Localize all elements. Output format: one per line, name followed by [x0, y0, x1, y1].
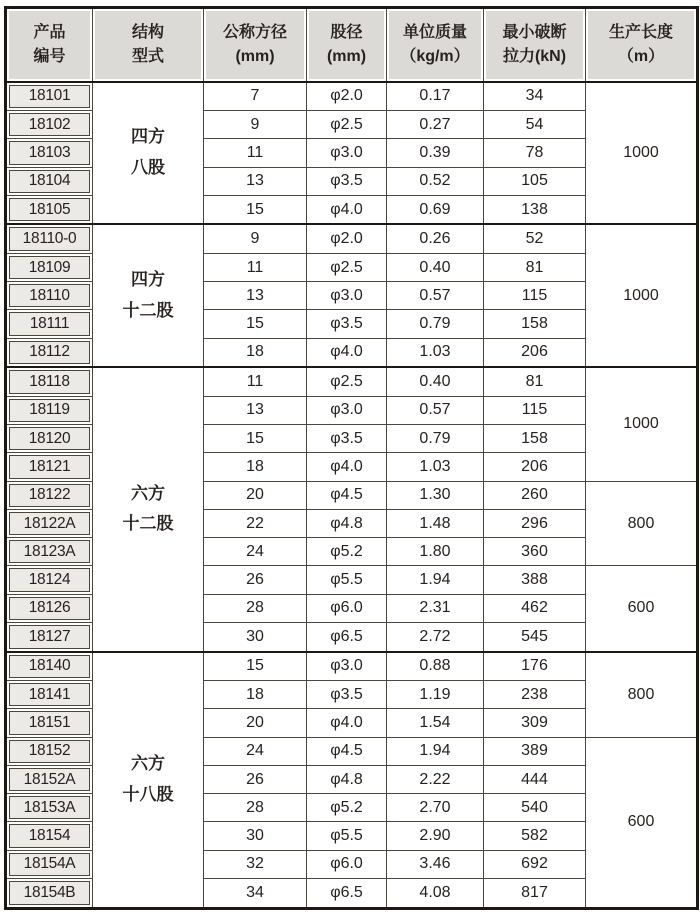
cell-nominal: 32	[204, 850, 307, 878]
column-header-line: （kg/m）	[400, 47, 470, 65]
table-row	[6, 652, 698, 681]
cell-product-code	[6, 224, 93, 253]
cell-nominal: 15	[204, 310, 307, 338]
structure-type-line: 六方	[131, 754, 165, 774]
cell-strand: φ3.5	[307, 310, 387, 338]
cell-mass: 1.03	[387, 453, 484, 481]
structure-type-line: 十八股	[122, 784, 174, 804]
cell-nominal: 28	[204, 794, 307, 822]
cell-force: 545	[484, 623, 586, 652]
cell-strand: φ2.5	[307, 253, 387, 281]
cell-mass: 0.17	[387, 82, 484, 111]
cell-product-code	[6, 453, 93, 481]
cell-mass: 1.94	[387, 566, 484, 594]
cell-force: 817	[484, 879, 586, 909]
cell-nominal: 26	[204, 765, 307, 793]
cell-product-code	[6, 850, 93, 878]
cell-mass: 2.22	[387, 765, 484, 793]
header-row	[6, 8, 698, 82]
cell-production-length: 1000	[586, 82, 698, 225]
cell-force: 444	[484, 765, 586, 793]
product-code-box: 18102	[9, 113, 90, 136]
column-header-line: (mm)	[326, 47, 367, 65]
cell-force: 105	[484, 167, 586, 195]
cell-nominal: 20	[204, 709, 307, 737]
column-header-force	[484, 8, 586, 82]
cell-strand: φ5.5	[307, 566, 387, 594]
cell-mass: 3.46	[387, 850, 484, 878]
cell-product-code	[6, 367, 93, 396]
product-code-box: 18154	[9, 824, 90, 847]
cell-mass: 0.88	[387, 652, 484, 681]
cell-force: 54	[484, 111, 586, 139]
cell-product-code	[6, 594, 93, 622]
cell-mass: 0.27	[387, 111, 484, 139]
cell-product-code	[6, 538, 93, 566]
column-header-line: 结构	[131, 23, 164, 41]
structure-type-line: 六方	[131, 483, 165, 503]
cell-mass: 0.26	[387, 224, 484, 253]
cell-force: 462	[484, 594, 586, 622]
cell-production-length: 800	[586, 481, 698, 566]
cell-strand: φ6.0	[307, 850, 387, 878]
cell-production-length: 800	[586, 652, 698, 738]
cell-strand: φ4.0	[307, 453, 387, 481]
cell-strand: φ2.0	[307, 82, 387, 111]
cell-mass: 0.40	[387, 253, 484, 281]
cell-strand: φ4.5	[307, 737, 387, 765]
cell-nominal: 11	[204, 367, 307, 396]
cell-nominal: 13	[204, 167, 307, 195]
structure-type-line: 四方	[131, 270, 165, 290]
cell-nominal: 30	[204, 822, 307, 850]
cell-force: 52	[484, 224, 586, 253]
product-code-box: 18119	[9, 399, 90, 422]
cell-nominal: 11	[204, 253, 307, 281]
column-header-line: （m）	[617, 47, 665, 65]
cell-strand: φ2.5	[307, 367, 387, 396]
cell-force: 115	[484, 396, 586, 424]
cell-strand: φ3.0	[307, 139, 387, 167]
cell-nominal: 15	[204, 652, 307, 681]
cell-force: 81	[484, 253, 586, 281]
cell-mass: 4.08	[387, 879, 484, 909]
cell-product-code	[6, 737, 93, 765]
product-code-box: 18127	[9, 625, 90, 649]
cell-product-code	[6, 282, 93, 310]
cell-nominal: 30	[204, 623, 307, 652]
cell-structure-type	[93, 224, 204, 367]
cell-nominal: 18	[204, 453, 307, 481]
cell-force: 388	[484, 566, 586, 594]
column-header-line: 单位质量	[402, 23, 467, 41]
cell-force: 78	[484, 139, 586, 167]
cell-product-code	[6, 139, 93, 167]
cell-mass: 0.79	[387, 425, 484, 453]
cell-mass: 0.40	[387, 367, 484, 396]
cell-product-code	[6, 794, 93, 822]
cell-mass: 1.94	[387, 737, 484, 765]
structure-type-line: 十二股	[122, 300, 174, 320]
cell-structure-type	[93, 82, 204, 225]
cell-product-code	[6, 879, 93, 909]
cell-strand: φ3.5	[307, 425, 387, 453]
column-header-line: 股径	[330, 23, 363, 41]
cell-nominal: 22	[204, 509, 307, 537]
cell-product-code	[6, 681, 93, 709]
table-row	[6, 224, 698, 253]
product-code-box: 18151	[9, 711, 90, 734]
cell-strand: φ6.0	[307, 594, 387, 622]
cell-product-code	[6, 822, 93, 850]
cell-strand: φ5.5	[307, 822, 387, 850]
structure-type-line: 十二股	[122, 514, 174, 534]
column-header-line: 型式	[131, 47, 164, 65]
cell-strand: φ3.0	[307, 282, 387, 310]
cell-product-code	[6, 623, 93, 652]
cell-force: 238	[484, 681, 586, 709]
spec-table-header	[6, 8, 698, 82]
product-code-box: 18121	[9, 455, 90, 478]
column-header-strand	[307, 8, 387, 82]
product-code-box: 18140	[9, 655, 90, 679]
product-code-box: 18118	[9, 370, 90, 394]
column-header-line: 拉力(kN)	[502, 47, 567, 65]
column-header-structure	[93, 8, 204, 82]
product-code-box: 18153A	[9, 796, 90, 819]
cell-strand: φ4.0	[307, 709, 387, 737]
cell-product-code	[6, 167, 93, 195]
structure-type-line: 四方	[131, 127, 165, 147]
cell-nominal: 18	[204, 681, 307, 709]
product-code-box: 18104	[9, 170, 90, 193]
product-code-box: 18154B	[9, 881, 90, 905]
product-code-box: 18141	[9, 683, 90, 706]
column-header-code	[6, 8, 93, 82]
spec-table-body	[6, 82, 698, 909]
cell-nominal: 20	[204, 481, 307, 509]
cell-strand: φ6.5	[307, 879, 387, 909]
cell-nominal: 13	[204, 396, 307, 424]
cell-strand: φ3.5	[307, 681, 387, 709]
product-code-box: 18152	[9, 740, 90, 763]
cell-structure-type	[93, 652, 204, 909]
product-code-box: 18123A	[9, 540, 90, 563]
cell-force: 389	[484, 737, 586, 765]
cell-strand: φ3.0	[307, 652, 387, 681]
cell-production-length: 1000	[586, 224, 698, 367]
column-header-mass	[387, 8, 484, 82]
column-header-line: 生产长度	[608, 23, 673, 41]
cell-force: 158	[484, 310, 586, 338]
cell-nominal: 7	[204, 82, 307, 111]
product-code-box: 18103	[9, 141, 90, 164]
cell-force: 81	[484, 367, 586, 396]
cell-force: 540	[484, 794, 586, 822]
cell-strand: φ4.0	[307, 195, 387, 224]
cell-product-code	[6, 709, 93, 737]
cell-mass: 1.54	[387, 709, 484, 737]
product-code-box: 18154A	[9, 853, 90, 876]
spec-table	[4, 6, 699, 910]
cell-mass: 1.80	[387, 538, 484, 566]
product-code-box: 18101	[9, 85, 90, 109]
cell-product-code	[6, 765, 93, 793]
structure-type-line: 八股	[131, 157, 165, 177]
cell-product-code	[6, 111, 93, 139]
cell-force: 115	[484, 282, 586, 310]
product-code-box: 18124	[9, 568, 90, 591]
cell-mass: 1.48	[387, 509, 484, 537]
column-header-line: 产品	[33, 23, 66, 41]
column-header-length	[586, 8, 698, 82]
cell-force: 176	[484, 652, 586, 681]
cell-mass: 2.70	[387, 794, 484, 822]
cell-force: 260	[484, 481, 586, 509]
column-header-nominal	[204, 8, 307, 82]
cell-strand: φ5.2	[307, 538, 387, 566]
column-header-line: 编号	[33, 47, 66, 65]
cell-force: 34	[484, 82, 586, 111]
cell-nominal: 15	[204, 195, 307, 224]
cell-strand: φ3.5	[307, 167, 387, 195]
cell-production-length: 1000	[586, 367, 698, 481]
cell-force: 158	[484, 425, 586, 453]
product-code-box: 18122	[9, 484, 90, 507]
column-header-line: (mm)	[235, 47, 275, 65]
cell-nominal: 24	[204, 538, 307, 566]
product-code-box: 18152A	[9, 768, 90, 791]
cell-production-length: 600	[586, 566, 698, 652]
cell-product-code	[6, 481, 93, 509]
cell-mass: 1.30	[387, 481, 484, 509]
cell-strand: φ4.8	[307, 765, 387, 793]
cell-product-code	[6, 425, 93, 453]
cell-product-code	[6, 509, 93, 537]
cell-mass: 0.52	[387, 167, 484, 195]
cell-strand: φ4.0	[307, 338, 387, 367]
cell-mass: 0.57	[387, 282, 484, 310]
cell-force: 360	[484, 538, 586, 566]
cell-mass: 0.39	[387, 139, 484, 167]
cell-nominal: 9	[204, 224, 307, 253]
cell-force: 206	[484, 338, 586, 367]
cell-product-code	[6, 253, 93, 281]
cell-nominal: 11	[204, 139, 307, 167]
product-code-box: 18109	[9, 256, 90, 279]
cell-mass: 2.31	[387, 594, 484, 622]
product-code-box: 18122A	[9, 512, 90, 535]
cell-force: 296	[484, 509, 586, 537]
product-code-box: 18120	[9, 427, 90, 450]
cell-mass: 0.57	[387, 396, 484, 424]
cell-mass: 1.19	[387, 681, 484, 709]
product-code-box: 18111	[9, 312, 90, 335]
cell-production-length: 600	[586, 737, 698, 908]
cell-mass: 2.72	[387, 623, 484, 652]
product-code-box: 18110-0	[9, 227, 90, 251]
cell-force: 206	[484, 453, 586, 481]
cell-strand: φ4.5	[307, 481, 387, 509]
product-code-box: 18126	[9, 597, 90, 620]
cell-mass: 0.69	[387, 195, 484, 224]
cell-mass: 1.03	[387, 338, 484, 367]
cell-nominal: 13	[204, 282, 307, 310]
cell-nominal: 24	[204, 737, 307, 765]
cell-mass: 0.79	[387, 310, 484, 338]
cell-structure-type	[93, 367, 204, 651]
cell-force: 582	[484, 822, 586, 850]
cell-product-code	[6, 195, 93, 224]
cell-nominal: 34	[204, 879, 307, 909]
cell-nominal: 18	[204, 338, 307, 367]
cell-strand: φ5.2	[307, 794, 387, 822]
cell-nominal: 9	[204, 111, 307, 139]
column-header-line: 最小破断	[502, 23, 567, 41]
product-code-box: 18110	[9, 284, 90, 307]
cell-strand: φ2.0	[307, 224, 387, 253]
column-header-line: 公称方径	[222, 23, 287, 41]
cell-nominal: 28	[204, 594, 307, 622]
cell-mass: 2.90	[387, 822, 484, 850]
product-code-box: 18105	[9, 198, 90, 222]
cell-product-code	[6, 82, 93, 111]
cell-strand: φ2.5	[307, 111, 387, 139]
cell-nominal: 15	[204, 425, 307, 453]
cell-force: 692	[484, 850, 586, 878]
cell-strand: φ4.8	[307, 509, 387, 537]
cell-force: 309	[484, 709, 586, 737]
cell-product-code	[6, 338, 93, 367]
cell-strand: φ6.5	[307, 623, 387, 652]
cell-product-code	[6, 396, 93, 424]
table-row	[6, 367, 698, 396]
cell-nominal: 26	[204, 566, 307, 594]
cell-product-code	[6, 652, 93, 681]
cell-product-code	[6, 310, 93, 338]
table-row	[6, 82, 698, 111]
cell-strand: φ3.0	[307, 396, 387, 424]
cell-force: 138	[484, 195, 586, 224]
product-code-box: 18112	[9, 341, 90, 365]
cell-product-code	[6, 566, 93, 594]
